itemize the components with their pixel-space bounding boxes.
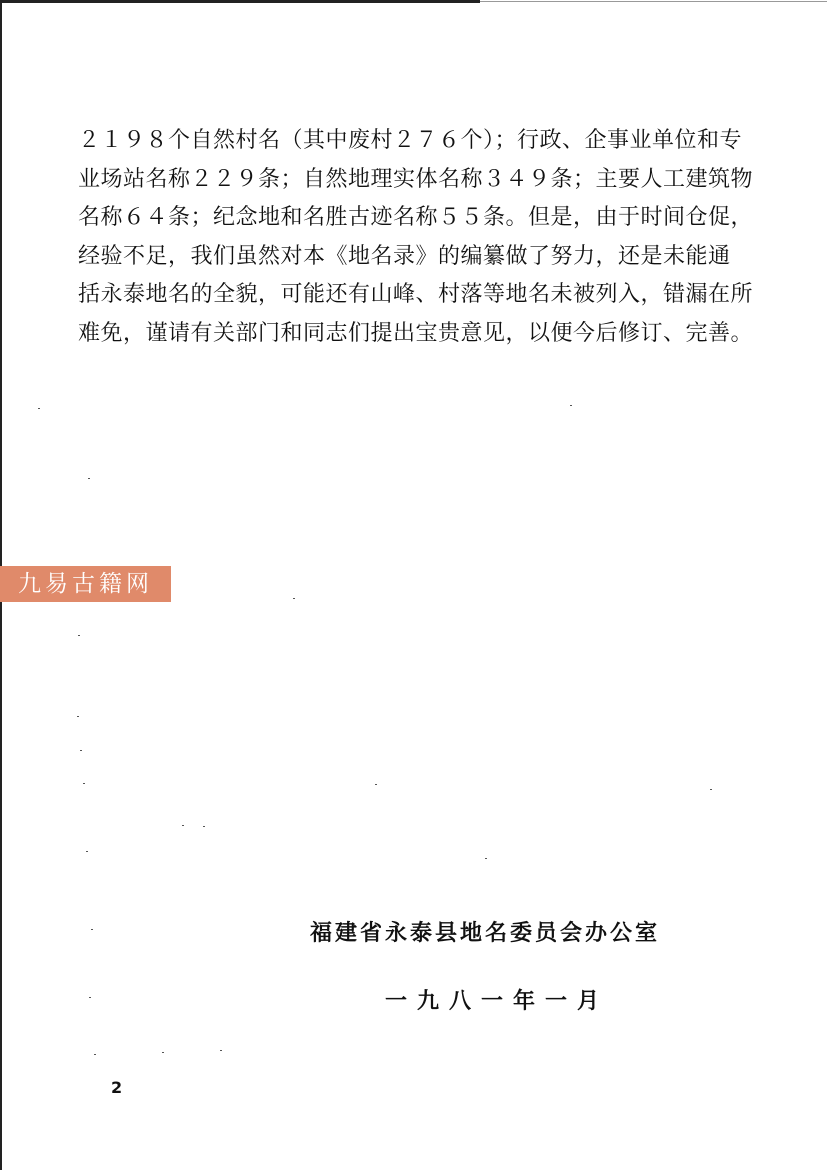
paragraph-line: 难免，谨请有关部门和同志们提出宝贵意见，以便今后修订、完善。 [78,320,754,346]
scan-speck [38,408,40,409]
scan-speck [570,405,572,406]
scan-speck [91,929,93,930]
signature-organization: 福建省永泰县地名委员会办公室 [310,921,661,946]
scan-speck [182,825,184,826]
paragraph-line: ２１９８个自然村名（其中废村２７６个）；行政、企事业单位和专 [78,128,743,153]
page-top-rule-thin [480,1,827,2]
watermark-banner: 九易古籍网 [0,566,171,602]
scan-speck [78,635,80,636]
paragraph-line: 括永泰地名的全貌，可能还有山峰、村落等地名未被列入，错漏在所 [78,282,754,307]
scan-speck [77,716,79,717]
paragraph-line: 经验不足，我们虽然对本《地名录》的编纂做了努力，还是未能通 [78,243,731,269]
scan-speck [162,1052,164,1053]
scan-speck [203,826,205,827]
scan-speck [89,997,91,998]
preface-paragraph [78,122,758,353]
scan-speck [86,851,88,852]
page-top-rule [2,0,480,3]
scan-speck [485,858,487,859]
paragraph-line: 业场站名称２２９条；自然地理实体名称３４９条；主要人工建筑物 [78,166,754,192]
scan-speck [375,784,377,785]
scan-speck [80,750,82,751]
scan-speck [293,598,295,599]
scan-speck [220,1050,222,1051]
scan-speck [710,789,712,790]
page-number: 2 [111,1078,123,1097]
scan-speck [83,783,85,784]
scan-speck [94,1054,96,1055]
signature-date: 一九八一年一月 [385,989,610,1014]
paragraph-line: 名称６４条；纪念地和名胜古迹名称５５条。但是，由于时间仓促， [78,205,754,230]
scan-speck [88,478,90,479]
